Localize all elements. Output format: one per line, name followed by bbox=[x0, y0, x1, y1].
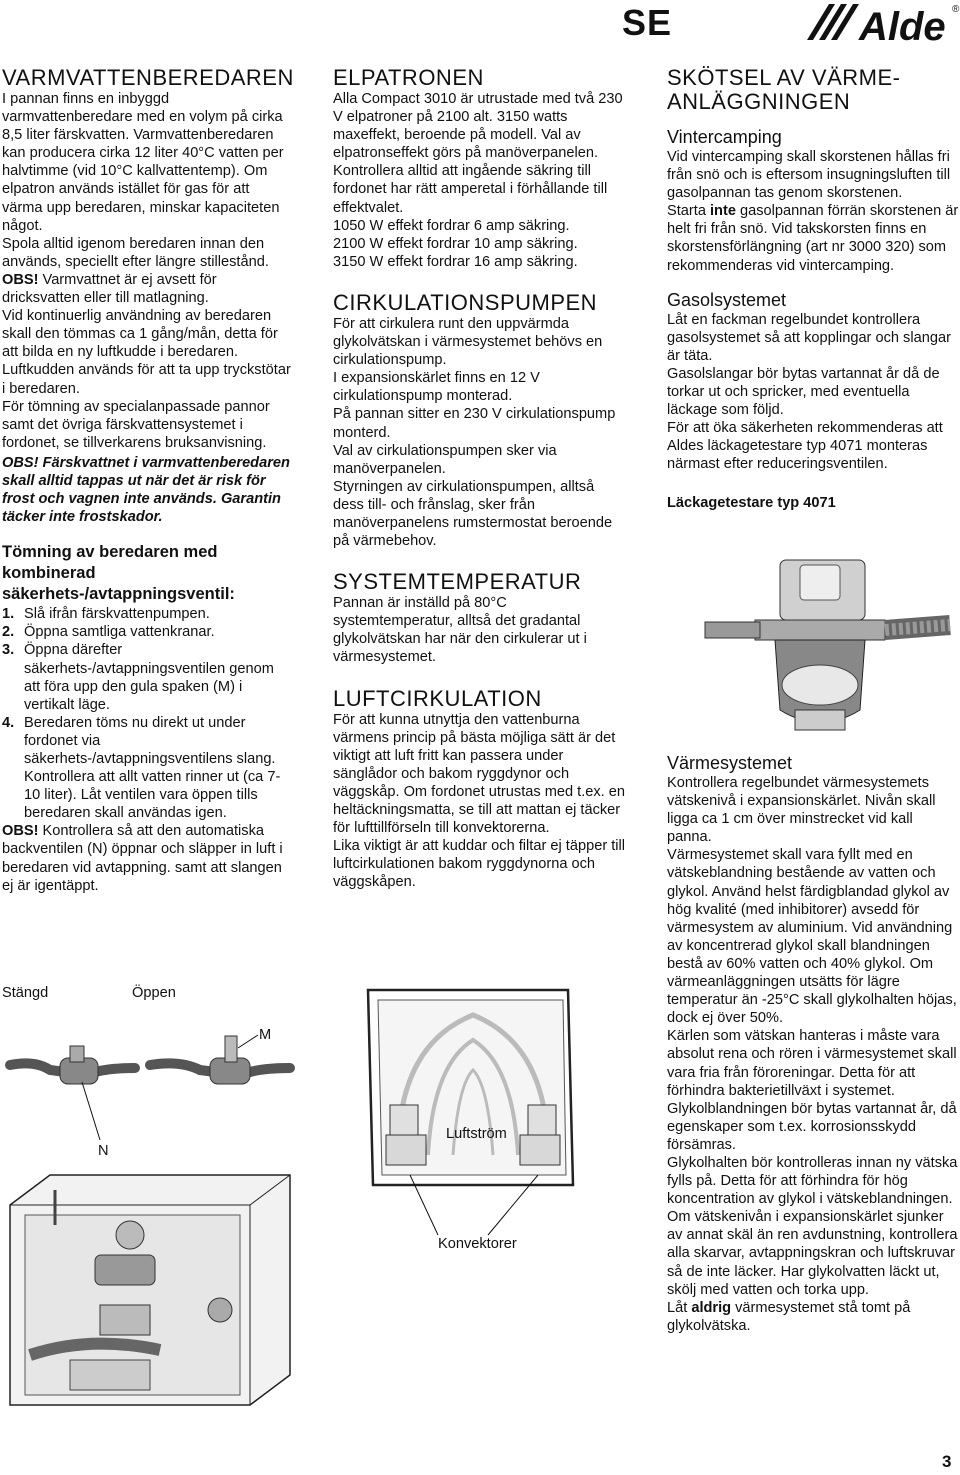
water-heater-special: För tömning av specialanpassade pannor samt det övriga färskvattensystemet i fordonet, se tillverkarens bruksanvisning. bbox=[2, 398, 270, 451]
boiler-illustration bbox=[0, 1165, 300, 1470]
airflow-diagram bbox=[338, 985, 628, 1225]
section-title-elpatron: ELPATRONEN bbox=[333, 65, 484, 90]
subtitle-winter-camping: Vintercamping bbox=[667, 127, 782, 147]
subtitle-gas-system: Gasolsystemet bbox=[667, 289, 787, 310]
heat-p3: Kärlen som vätskan hanteras i måste vara absolut rena och rören i värmesystemet skall vara fria från föroreningar. Detta för att förhindra bakterietillväxt i systemet. bbox=[667, 1028, 957, 1099]
circ-p1: För att cirkulera runt den uppvärmda glykolvätskan i värmesystemet behövs en cirkulationspump. bbox=[333, 315, 603, 369]
winter-p1: Vid vintercamping skall skorstenen hållas fri från snö och is eftersom insugningsluften till gasolpannan tas genom skorstenen. bbox=[667, 149, 951, 202]
label-m: M bbox=[259, 1027, 272, 1043]
water-heater-emptying: Vid kontinuerlig användning av beredaren skall den tömmas ca 1 gång/mån, detta för att bilda en ny luftkudde i beredaren. Luftkudden används för att ta upp tryckstötar i beredaren. bbox=[2, 308, 291, 397]
circ-p5: Styrningen av cirkulationspumpen, alltså dess till- och frånslag, sker från manöverpanelens rumstermostat beroende på värmebehov. bbox=[333, 478, 613, 550]
water-heater-intro: I pannan finns en inbyggd varmvattenberedare med en volym på cirka 8,5 liter färskvatten. Varmvattenberedaren kan producera cirka 12 liter 40°C vatten per halvtimme (vid 10°C kallvattentemp). Om elpatron används istället för gas för att värma upp beredaren, minskar kapaciteten något. bbox=[2, 91, 284, 234]
winter-p2: Starta inte gasolpannan förrän skorstenen är helt fri från snö. Vid takskorsten finns en skorstensförlängning (art nr 3000 320) som rekommenderas vid vintercamping. bbox=[667, 203, 959, 274]
label-airflow: Luftström bbox=[446, 1126, 507, 1142]
gas-p2: Gasolslangar bör bytas vartannat år då de torkar ut och spricker, med eventuella läckage som följd. bbox=[667, 365, 940, 419]
label-convectors: Konvektorer bbox=[438, 1236, 517, 1252]
obs-text: Varmvattnet är ej avsett för dricksvatten eller till matlagning. bbox=[2, 271, 217, 307]
water-heater-flush: Spola alltid igenom beredaren innan den används, speciellt efter längre stillestånd. bbox=[2, 235, 269, 270]
list-item: 3. Öppna därefter säkerhets-/avtappningsventilen genom att föra upp den gula spaken (M) i vertikalt läge. bbox=[2, 642, 274, 713]
column-middle bbox=[333, 66, 629, 891]
heat-p7: Låt aldrig värmesystemet stå tomt på glykolvätska. bbox=[667, 1299, 911, 1334]
section-title-water-heater: VARMVATTENBEREDAREN bbox=[2, 65, 294, 90]
section-title-system-temperature: SYSTEMTEMPERATUR bbox=[333, 569, 582, 595]
column-right bbox=[667, 66, 959, 512]
language-code: SE bbox=[622, 2, 673, 43]
leak-tester-illustration bbox=[700, 560, 960, 755]
subtitle-heating-system: Värmesystemet bbox=[667, 753, 793, 773]
heat-p1: Kontrollera regelbundet värmesystemets vätskenivå i expansionskärlet. Nivån skall ligga ca 1 cm över minstrecket vid kall panna. bbox=[667, 775, 936, 846]
circ-p2: I expansionskärlet finns en 12 V cirkulationspump monterad. bbox=[333, 370, 540, 405]
section-title-maintenance-1: SKÖTSEL AV VÄRME- bbox=[667, 65, 901, 90]
heat-p2: Värmesystemet skall vara fyllt med en vätskeblandning bestående av vatten och glykol. Använd helst färdigblandad glykol av hög kvalité (med inhibitorer) avsedd för värmesystem av aluminium. Vid användning av koncentrerad glykol skall blandningen bestå av 60% vatten och 40% glykol. Om värmeanläggningen utsätts för lägre temperatur än -25°C skall glykolhalten höjas, dock ej över 50%. bbox=[667, 847, 957, 1027]
gas-p3: För att öka säkerheten rekommenderas att Aldes läckagetestare typ 4071 monteras närmast efter reduceringsventilen. bbox=[667, 420, 943, 473]
drain-subtitle: Tömning av beredaren med kombinerad säkerhets-/avtappningsventil: bbox=[2, 543, 235, 604]
obs-check-valve: OBS! Kontrollera så att den automatiska backventilen (N) öppnar och släpper in luft i beredaren vid avtappning. samt att slangen ej är igentäppt. bbox=[2, 823, 283, 894]
fuse-line: 1050 W effekt fordrar 6 amp säkring. bbox=[333, 217, 570, 234]
leak-tester-caption: Läckagetestare typ 4071 bbox=[667, 494, 836, 511]
page-header bbox=[0, 0, 960, 60]
sys-temp-text: Pannan är inställd på 80°C systemtemperatur, alltså det gradantal glykolvätskan har när den cirkulerar ut i värmesystemet. bbox=[333, 595, 587, 666]
gas-p1: Låt en fackman regelbundet kontrollera gasolsystemet så att kopplingar och slangar är täta. bbox=[667, 311, 951, 364]
list-item: 2. Öppna samtliga vattenkranar. bbox=[2, 624, 215, 641]
list-item: 1. Slå ifrån färskvattenpumpen. bbox=[2, 606, 210, 623]
section-title-maintenance-2: ANLÄGGNINGEN bbox=[667, 89, 851, 114]
obs-frost-warning: OBS! Färskvattnet i varmvattenberedaren skall alltid tappas ut när det är risk för frost och vagnen inte används. Garantin täcker inte frostskador. bbox=[2, 454, 290, 526]
heat-p5: Glykolhalten bör kontrolleras innan ny vätska fylls på. Detta för att förhindra för hög koncentration av glykol i vätskeblandningen. bbox=[667, 1154, 958, 1208]
air-circ-p1: För att kunna utnyttja den vattenburna värmens princip på bästa möjliga sätt är det viktigt att luft fritt kan passera under sänglådor och bakom ryggdynor och väggskåp. Om fordonet utrustas med t.ex. en heltäckningsmatta, se till att mattan ej täcker för lufttillförseln till konvektorerna. bbox=[333, 711, 626, 837]
section-title-air-circulation: LUFTCIRKULATION bbox=[333, 685, 542, 711]
column-left bbox=[2, 66, 294, 895]
label-n: N bbox=[98, 1143, 109, 1159]
label-open: Öppen bbox=[132, 985, 176, 1001]
registered-mark: ® bbox=[952, 4, 960, 15]
fuse-line: 3150 W effekt fordrar 16 amp säkring. bbox=[333, 253, 578, 270]
valve-illustration bbox=[10, 1010, 300, 1110]
obs-drinking-water bbox=[2, 271, 294, 307]
page-number: 3 bbox=[942, 1452, 952, 1471]
section-title-circulation-pump: CIRKULATIONSPUMPEN bbox=[333, 289, 598, 315]
elpatron-intro: Alla Compact 3010 är utrustade med två 230 V elpatroner på 2100 alt. 3150 watts maxeffekt, beroende på modell. Val av elpatronseffekt görs på manöverpanelen. bbox=[333, 91, 623, 162]
fuse-line: 2100 W effekt fordrar 10 amp säkring. bbox=[333, 235, 578, 252]
obs-label: OBS! bbox=[2, 271, 39, 288]
drain-steps bbox=[2, 605, 294, 822]
column-right-lower bbox=[667, 752, 959, 1335]
alde-logo bbox=[795, 0, 960, 50]
elpatron-fuse-note: Kontrollera alltid att ingående säkring till fordonet har rätt amperetal i förhållande till effektvalet. bbox=[333, 163, 608, 216]
air-circ-p2: Lika viktigt är att kuddar och filtar ej täpper till luftcirkulationen bakom ryggdynorna och väggskåpen. bbox=[333, 838, 626, 891]
list-item: 4. Beredaren töms nu direkt ut under fordonet via säkerhets-/avtappningsventilens slang. Kontrollera att allt vatten rinner ut (ca 7-10 liter). Låt ventilen vara öppen tills beredaren skall användas igen. bbox=[2, 714, 281, 822]
heat-p6: Om vätskenivån i expansionskärlet sjunker av annat skäl än ren avdunstning, kontrollera alla skarvar, avtappningskran och luftskruvar så de inte läcker. Har glykolvatten läckt ut, skölj med vatten och torka upp. bbox=[667, 1209, 958, 1298]
circ-p3: På pannan sitter en 230 V cirkulationspump monterd. bbox=[333, 406, 616, 441]
label-closed: Stängd bbox=[2, 985, 49, 1001]
circ-p4: Val av cirkulationspumpen sker via manöverpanelen. bbox=[333, 442, 557, 477]
heat-p4: Glykolblandningen bör bytas vartannat år, då egenskaper som t.ex. korrosionsskydd försämras. bbox=[667, 1100, 957, 1153]
logo-wordmark: Alde bbox=[859, 5, 946, 49]
